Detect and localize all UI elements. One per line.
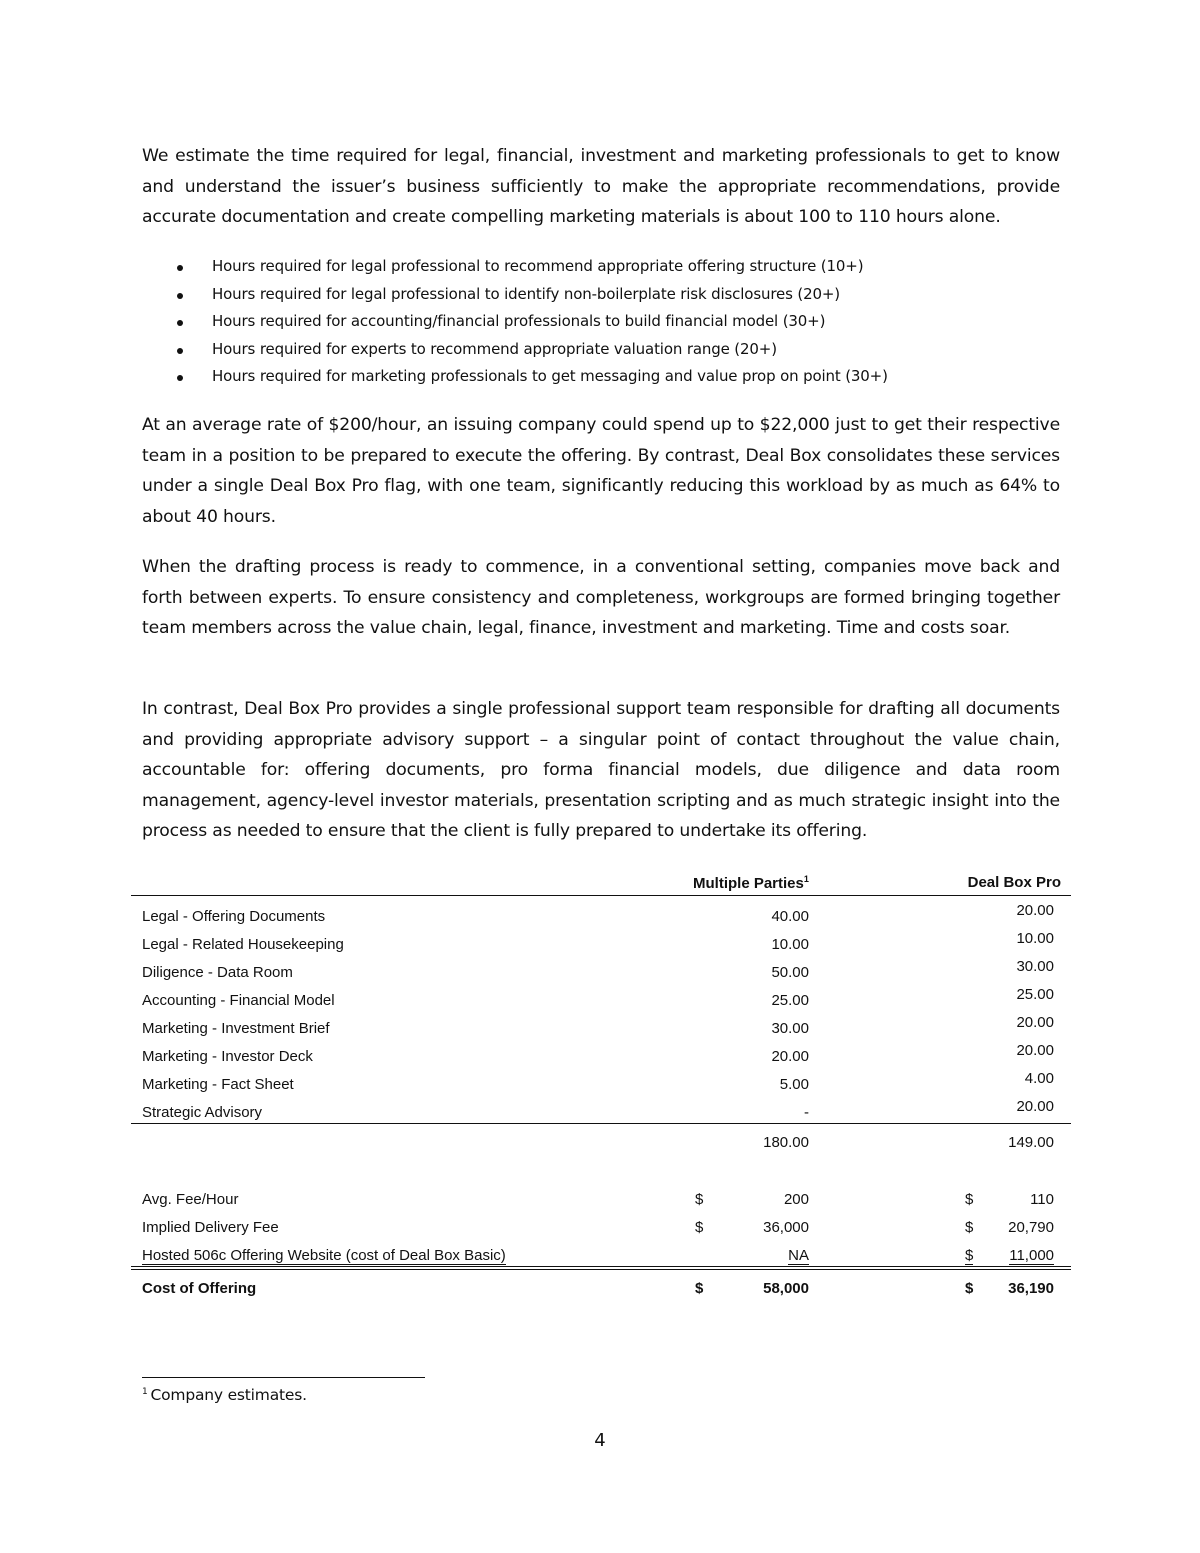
row-label: Marketing - Investor Deck: [142, 1048, 313, 1065]
paragraph-average-rate: At an average rate of $200/hour, an issuing company could spend up to $22,000 just to get their respective team in a position to be prepared to execute the offering. By contrast, Deal Box consolidates these services under a single Deal Box Pro flag, with one team, significantly reducing this workload by as much as 64% to about 40 hours.: [142, 415, 1060, 527]
footnote-text: Company estimates.: [150, 1386, 307, 1404]
footnote-reference: 1: [803, 874, 809, 884]
table-row: [131, 986, 1071, 1014]
paragraph-time-estimate: We estimate the time required for legal, financial, investment and marketing professionals to get to know and understand the issuer’s business sufficiently to make the appropriate recommendations, provide accurate documentation and create compelling marketing materials is about 100 to 110 hours alone.: [142, 146, 1060, 227]
footnote-separator: [142, 1377, 425, 1378]
footnote-mark: 1: [142, 1386, 148, 1397]
total-hours-row: [131, 1128, 1071, 1156]
row-label: Diligence - Data Room: [142, 964, 293, 981]
deal-box-pro-value: 20.00: [1016, 1098, 1054, 1115]
paragraph-deal-box-pro: In contrast, Deal Box Pro provides a single professional support team responsible for drafting all documents and providing appropriate advisory support – a singular point of contact throughout the value chain, accountable for: offering documents, pro forma financial models, due diligence and data room management, agency-level investor materials, presentation scripting and as much strategic insight into the process as needed to ensure that the client is fully prepared to undertake its offering.: [142, 699, 1060, 841]
currency-symbol: $: [695, 1191, 704, 1208]
multiple-parties-value: 10.00: [771, 936, 809, 953]
implied-fee-multiple: 36,000: [763, 1219, 809, 1236]
paragraph-drafting-process: When the drafting process is ready to commence, in a conventional setting, companies move back and forth between experts. To ensure consistency and completeness, workgroups are formed bringing together team members across the value chain, legal, finance, investment and marketing. Time and costs soar.: [142, 557, 1060, 638]
hours-bullet-list: [142, 253, 1060, 391]
row-label: Implied Delivery Fee: [142, 1219, 279, 1236]
cost-of-offering-row: [131, 1274, 1071, 1302]
deal-box-pro-value: 20.00: [1016, 1014, 1054, 1031]
currency-symbol: $: [695, 1219, 704, 1236]
implied-fee-dealbox: 20,790: [1008, 1219, 1054, 1236]
total-rule-top: [131, 1266, 1071, 1267]
hosted-multiple: NA: [788, 1247, 809, 1264]
bullet-item: Hours required for experts to recommend appropriate valuation range (20+): [142, 336, 1060, 364]
row-label: Legal - Offering Documents: [142, 908, 326, 925]
hosted-website-row: [131, 1241, 1071, 1269]
multiple-parties-value: 25.00: [771, 992, 809, 1009]
bullet-item: Hours required for accounting/financial professionals to build financial model (30+): [142, 308, 1060, 336]
footnote: [142, 1386, 307, 1404]
row-label: Legal - Related Housekeeping: [142, 936, 344, 953]
bullet-item: Hours required for legal professional to identify non-boilerplate risk disclosures (20+): [142, 281, 1060, 309]
currency-symbol: $: [695, 1280, 704, 1297]
row-label: Marketing - Fact Sheet: [142, 1076, 294, 1093]
cost-dealbox: 36,190: [1008, 1280, 1054, 1297]
row-label: Marketing - Investment Brief: [142, 1020, 330, 1037]
subtotal-rule: [131, 1123, 1071, 1124]
deal-box-pro-value: 20.00: [1016, 902, 1054, 919]
currency-symbol: $: [965, 1247, 974, 1264]
currency-symbol: $: [965, 1280, 974, 1297]
multiple-parties-value: 40.00: [771, 908, 809, 925]
column-header-deal-box-pro: Deal Box Pro: [967, 874, 1061, 891]
table-row: [131, 902, 1071, 930]
row-label: Strategic Advisory: [142, 1104, 263, 1121]
currency-symbol: $: [965, 1219, 974, 1236]
deal-box-pro-value: 20.00: [1016, 1042, 1054, 1059]
multiple-parties-value: 20.00: [771, 1048, 809, 1065]
avg-fee-multiple: 200: [783, 1191, 809, 1208]
deal-box-pro-value: 10.00: [1016, 930, 1054, 947]
row-label: Accounting - Financial Model: [142, 992, 335, 1009]
row-label: Cost of Offering: [142, 1280, 257, 1297]
bullet-item: Hours required for marketing professionals to get messaging and value prop on point (30+): [142, 363, 1060, 391]
table-row: [131, 1042, 1071, 1070]
table-row: [131, 930, 1071, 958]
deal-box-pro-value: 30.00: [1016, 958, 1054, 975]
total-rule-bottom: [131, 1269, 1071, 1270]
hosted-dealbox: 11,000: [1009, 1247, 1054, 1264]
multiple-parties-value: 30.00: [771, 1020, 809, 1037]
implied-fee-row: [131, 1213, 1071, 1241]
deal-box-pro-value: 4.00: [1024, 1070, 1054, 1087]
header-rule: [131, 895, 1071, 896]
avg-fee-dealbox: 110: [1030, 1191, 1054, 1208]
table-row: [131, 958, 1071, 986]
cost-multiple: 58,000: [763, 1280, 809, 1297]
multiple-parties-value: 5.00: [779, 1076, 809, 1093]
page-number: 4: [594, 1430, 606, 1451]
deal-box-pro-value: 25.00: [1016, 986, 1054, 1003]
multiple-parties-value: -: [804, 1104, 809, 1121]
total-hours-dealbox: 149.00: [1008, 1134, 1054, 1151]
row-label: Hosted 506c Offering Website (cost of Deal Box Basic): [142, 1247, 506, 1264]
column-header-multiple-parties: Multiple Parties$^1$: [693, 874, 809, 892]
row-label: Avg. Fee/Hour: [142, 1191, 239, 1208]
currency-symbol: $: [965, 1191, 974, 1208]
total-hours-multiple: 180.00: [763, 1134, 809, 1151]
bullet-item: Hours required for legal professional to recommend appropriate offering structure (10+): [142, 253, 1060, 281]
table-row: [131, 1098, 1071, 1126]
table-row: [131, 1070, 1071, 1098]
table-row: [131, 1014, 1071, 1042]
multiple-parties-value: 50.00: [771, 964, 809, 981]
avg-fee-row: [131, 1185, 1071, 1213]
